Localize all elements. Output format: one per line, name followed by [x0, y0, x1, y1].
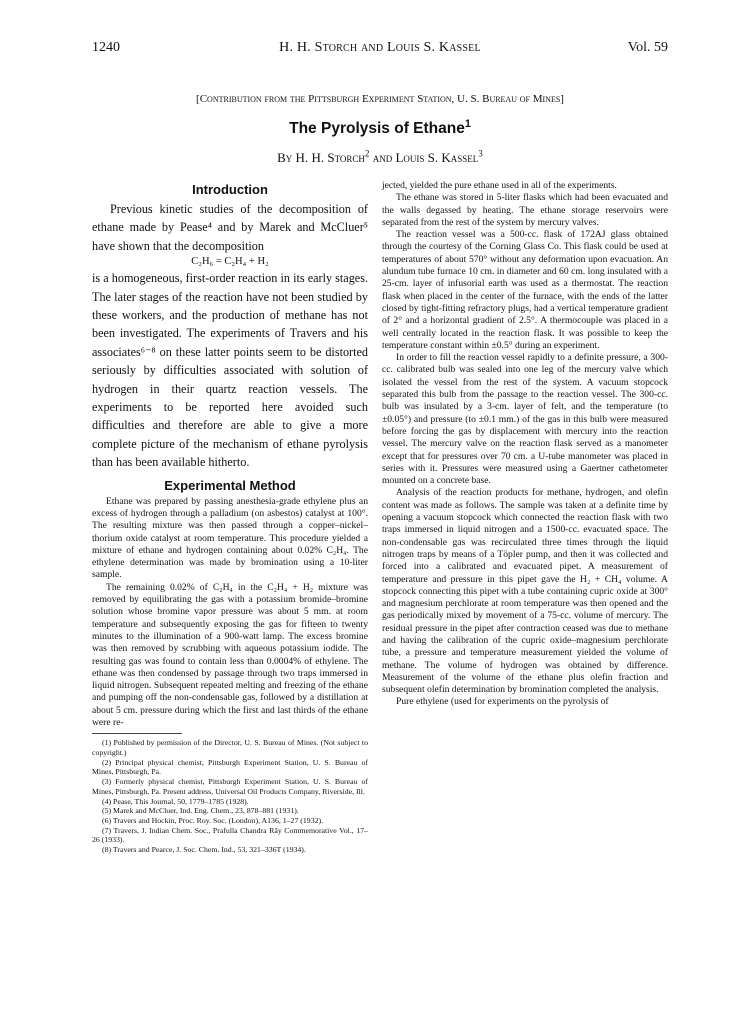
footnote: (5) Marek and McCluer, Ind. Eng. Chem., 23, 878–881 (1931).	[102, 806, 299, 816]
byline	[92, 150, 668, 166]
page-number: 1240	[92, 40, 120, 55]
byline-middle: and Louis S. Kassel	[369, 150, 479, 165]
contribution-line: [Contribution from the Pittsburgh Experiment Station, U. S. Bureau of Mines]	[196, 93, 564, 105]
footnote-rule	[92, 733, 182, 734]
intro-paragraph-1: Previous kinetic studies of the decomposition of ethane made by Pease⁴ and by Marek and McCluer⁵ have shown that the decomposition	[92, 202, 368, 253]
byline-prefix: By H. H. Storch	[277, 150, 365, 165]
article-title	[92, 117, 668, 138]
right-paragraph-1: The ethane was stored in 5-liter flasks which had been evacuated and the walls degassed by heating. The ethane storage reservoirs were separated from the rest of the system by mercury valves.	[382, 192, 668, 228]
byline-mark-2: 3	[478, 148, 483, 159]
introduction-heading: Introduction	[192, 182, 268, 197]
footnote: (3) Formerly physical chemist, Pittsburgh Experiment Station, U. S. Bureau of Mines, Pittsburgh, Pa. Present address, Universal Oil Products Company, Riverside, Ill.	[92, 777, 368, 796]
intro-paragraph-2: is a homogeneous, first-order reaction in its early stages. The later stages of the reaction have not been studied by these workers, and the production of methane has not been investigated. The experiments of Travers and his associates⁶⁻⁸ on these latter points seem to be distorted seriously by difficulties associated with solution of hydrogen in their quartz reaction vessels. The experiments to be reported here avoided such difficulties and therefore are able to give a more complete picture of the mechanism of ethane pyrolysis than has been available hitherto.	[92, 271, 368, 470]
experimental-paragraph-2: The remaining 0.02% of C₂H₄ in the C₂H₄ + H₂ mixture was removed by equilibrating the gas with a potassium bromide–bromine solution whose bromine vapor pressure was about 5 mm. at room temperature and subsequently exposing the gas for fifteen to twenty minutes to the illumination of a 900-watt lamp. The excess bromine was then removed by scrubbing with aqueous potassium iodide. The resulting gas was found to contain less than 0.0004% of ethylene. The ethane was then condensed by passage through two traps immersed in liquid nitrogen. Subsequent repeated melting and freezing of the ethane and pumping off the non-condensable gas, followed by a distillation at about 5 cm. pressure during which the first and last thirds of the ethane were re-	[92, 581, 368, 729]
footnote: (7) Travers, J. Indian Chem. Soc., Prafulla Chandra Rây Commemorative Vol., 17–26 (1933).	[92, 825, 368, 845]
right-paragraph-4: Analysis of the reaction products for methane, hydrogen, and olefin content was made as follows. The sample was taken at a definite time by opening a vacuum stopcock which connected the reaction flask with two traps immersed in liquid nitrogen and a 1500-cc. evacuated space. The non-condensable gas was recirculated three times through the liquid nitrogen traps by means of a Töpler pump, and then it was collected and forced into a calibrated and evacuated pipet. A measurement of temperature and pressure in this pipet gave the H₂ + CH₄ volume. A stopcock connecting this pipet with a tube containing cupric oxide at 300° and magnesium perchlorate at room temperature was then opened and the gas periodically mixed by movement of a 75-cc. volume of mercury. The residual pressure in the pipet after contraction ceased was due to methane and having the calibration of the cupric oxide–magnesium perchlorate tube, a pressure and temperature measurement yielded the volume of methane. The volume of hydrogen was obtained by difference. Measurement of the volume of the ethane plus olefin fraction and subsequent olefin determination by bromination completed the analysis.	[382, 487, 668, 696]
running-authors: H. H. Storch and Louis S. Kassel	[279, 40, 481, 55]
left-column	[92, 180, 368, 855]
volume-label: Vol. 59	[627, 40, 668, 55]
experimental-heading: Experimental Method	[164, 477, 296, 493]
right-paragraph-3: In order to fill the reaction vessel rapidly to a definite pressure, a 300-cc. calibrated bulb was sealed into one leg of the mercury valve which isolated the vessel from the rest of the system. A vacuum stopcock separated this bulb from the passage to the reaction vessel. The 300-cc. bulb was insulated by a 3-cm. layer of felt, and the temperature (to ±0.05°) and pressure (to ±0.1 mm.) of the gas in this bulb were measured before forcing the gas by displacement with mercury into the reaction vessel. The mercury valve on the reaction flask served as a manometer except that for pressures over 70 cm. a U-tube manometer was placed in series with it. Pressures were measured using a Gaertner cathetometer mounted on a concrete base.	[382, 352, 668, 487]
reaction-equation: C₂H₆ = C₂H₄ + H₂	[191, 256, 269, 268]
footnote: (4) Pease, This Journal, 50, 1779–1785 (1928).	[102, 796, 249, 806]
right-paragraph-5: Pure ethylene (used for experiments on the pyrolysis of	[396, 696, 609, 708]
footnote: (2) Principal physical chemist, Pittsburgh Experiment Station, U. S. Bureau of Mines, Pittsburgh, Pa.	[92, 757, 368, 777]
footnote: (6) Travers and Hockin, Proc. Roy. Soc. (London), A136, 1–27 (1932).	[102, 815, 324, 825]
byline-mark-1: 2	[364, 148, 370, 159]
experimental-paragraph-1: Ethane was prepared by passing anesthesia-grade ethylene plus an excess of hydrogen through a palladium (on asbestos) catalyst at 100°. The resulting mixture was then passed through a copper–nickel–thorium oxide catalyst at room temperature. This procedure yielded a mixture of ethane and hydrogen containing about 0.02% C₂H₄. The ethylene determination was made by bromination using a 10-liter sample.	[92, 495, 368, 581]
right-paragraph-2: The reaction vessel was a 500-cc. flask of 172AJ glass obtained through the courtesy of the Corning Glass Co. This flask could be used at temperatures of about 570° without any deformation upon evacuation. An alundum tube furnace 10 cm. in diameter and 60 cm. long insulated with a 25-cm. layer of infusorial earth was used as a thermostat. The reaction flask when placed in the center of the furnace, with the ends of the latter closed by tight-fitting refractory plugs, had a vertical temperature gradient of 2° and a horizontal gradient of 2.5°. A thermocouple was placed in a well centrally located in the reaction flask. It was possible to keep the temperature constant within ±0.5° during an experiment.	[382, 229, 668, 351]
title-footnote-mark: 1	[464, 117, 471, 130]
running-header	[92, 40, 668, 62]
right-column	[382, 180, 668, 709]
footnote: (1) Published by permission of the Director, U. S. Bureau of Mines. (Not subject to copyright.)	[92, 738, 368, 758]
footnotes	[92, 738, 368, 854]
title-text: The Pyrolysis of Ethane	[289, 120, 465, 137]
continued-paragraph: jected, yielded the pure ethane used in all of the experiments.	[382, 180, 617, 191]
footnote: (8) Travers and Pearce, J. Soc. Chem. Ind., 53, 321–336T (1934).	[102, 845, 306, 855]
